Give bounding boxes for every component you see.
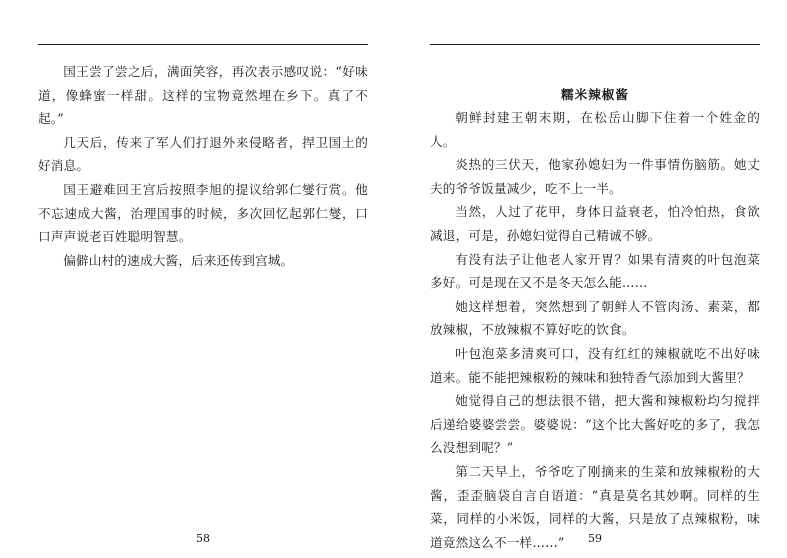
header-rule xyxy=(38,44,368,45)
chapter-title: 糯米辣椒酱 xyxy=(561,87,629,102)
paragraph: 朝鲜封建王朝末期，在松岳山脚下住着一个姓金的人。 xyxy=(430,110,760,149)
page-number: 59 xyxy=(588,532,602,545)
page-number: 58 xyxy=(196,532,210,545)
right-page-body xyxy=(430,106,760,554)
paragraph: 有没有法子让他老人家开胃？如果有清爽的叶包泡菜多好。可是现在又不是冬天怎么能…… xyxy=(430,251,760,291)
header-rule xyxy=(430,44,760,45)
paragraph: 几天后，传来了军人们打退外来侵略者，捍卫国土的好消息。 xyxy=(38,134,368,174)
paragraph: 当然，人过了花甲，身体日益衰老，怕冷怕热，食欲减退，可是，孙媳妇觉得自己精诚不够。 xyxy=(430,204,760,243)
left-page xyxy=(38,0,368,558)
paragraph: 她觉得自己的想法很不错，把大酱和辣椒粉均匀搅拌后递给婆婆尝尝。婆婆说：“这个比大酱好吃的多了，我怎么没想到呢？” xyxy=(430,393,760,456)
paragraph: 叶包泡菜多清爽可口，没有红红的辣椒就吃不出好味道来。能不能把辣椒粉的辣味和独特香气添加到大酱里？ xyxy=(430,345,760,385)
paragraph: 国王尝了尝之后，满面笑容，再次表示感叹说：“好味道，像蜂蜜一样甜。这样的宝物竟然埋在乡下。真了不起。” xyxy=(38,64,368,127)
right-page xyxy=(430,0,760,558)
left-page-body xyxy=(38,60,368,272)
paragraph: 第二天早上，爷爷吃了刚摘来的生菜和放辣椒粉的大酱，歪歪脑袋自言自语道：“真是莫名其妙啊。同样的生菜，同样的小米饭，同样的大酱，只是放了点辣椒粉，味道竟然这么不一样……” xyxy=(430,463,760,550)
paragraph: 炎热的三伏天，他家孙媳妇为一件事情伤脑筋。她丈夫的爷爷饭量减少，吃不上一半。 xyxy=(430,157,760,196)
paragraph: 国王避难回王宫后按照李旭的提议给郭仁燮行赏。他不忘速成大酱，治理国事的时候，多次回忆起郭仁燮，口口声声说老百姓聪明智慧。 xyxy=(38,181,368,245)
paragraph: 她这样想着，突然想到了朝鲜人不管肉汤、素菜，都放辣椒，不放辣椒不算好吃的饮食。 xyxy=(430,298,760,338)
paragraph: 偏僻山村的速成大酱，后来还传到宫城。 xyxy=(63,252,294,268)
